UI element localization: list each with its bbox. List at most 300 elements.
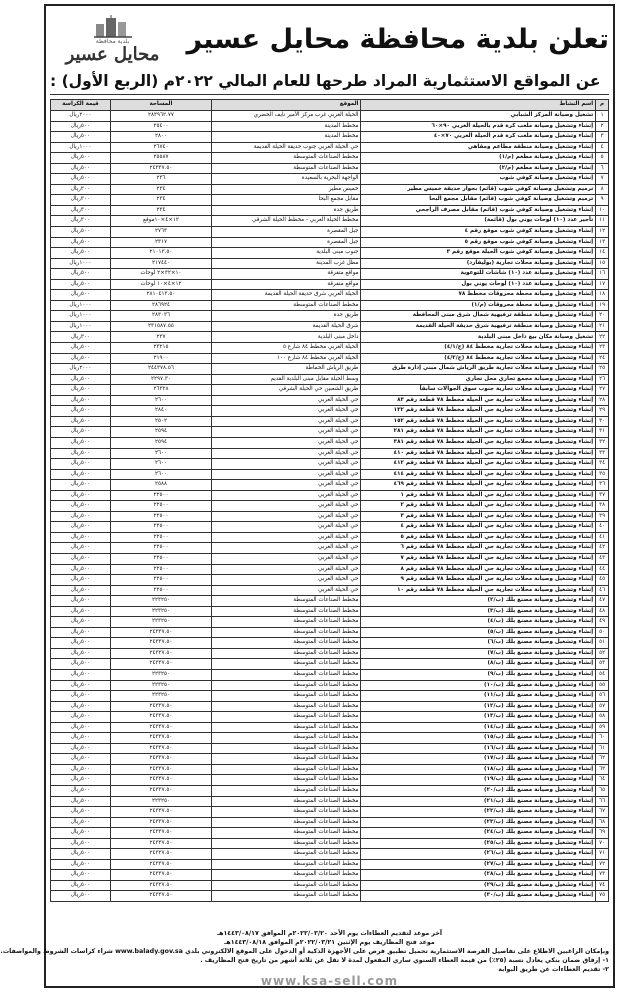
booklet-value: ٥٠٠ريال (51, 691, 111, 702)
row-number: ٣٥ (596, 469, 609, 480)
row-number: ٣٢ (596, 437, 609, 448)
table-row (51, 828, 609, 839)
booklet-value: ٥٠٠ريال (51, 859, 111, 870)
booklet-value: ٥٠٠ريال (51, 722, 111, 733)
location: الواجهة البحرية بالسعيدة (212, 174, 361, 185)
logo-text: محايل عسير (65, 43, 160, 65)
booklet-value: ٥٠٠ريال (51, 849, 111, 860)
booklet-value: ٥٠٠ريال (51, 880, 111, 891)
booklet-value: ٢٠٠٠ريال (51, 364, 111, 375)
activity-name: إنشاء وتشغيل وصيانة محلات تجارية مخطط ٨٤ (ج/٤/١) (361, 343, 596, 354)
booklet-value: ٥٠٠ريال (51, 532, 111, 543)
area: ٢٤٣٣٧.٥٠ (110, 638, 211, 649)
location: مخطط الصناعات المتوسطة (212, 680, 361, 691)
booklet-value: ١٠٠٠ريال (51, 300, 111, 311)
area: ٢٨٦٩٢٤ (110, 300, 211, 311)
activity-name: إنشاء وتشغيل وصيانة كوفي شوب موقع رقم ٥ (361, 237, 596, 248)
activity-name: إنشاء وتشغيل وصيانة منطقة ترفيهية شمال شرق مبنى المحافظة (361, 311, 596, 322)
location: مخطط الصناعات المتوسطة (212, 838, 361, 849)
row-number: ٦١ (596, 743, 609, 754)
row-number: ٣٨ (596, 501, 609, 512)
building-icon (92, 14, 134, 38)
activity-name: إنشاء وتشغيل وصيانة مصنع بلك (ب/٢٨) (361, 870, 596, 881)
row-number: ٥٨ (596, 712, 609, 723)
activity-name: إنشاء وتشغيل وصيانة محلات تجارية حي الحيلة مخطط ٧٨ قطعة رقم ٨ (361, 564, 596, 575)
table-row (51, 121, 609, 132)
investment-sites-table (50, 99, 609, 902)
area: ٢٢٥٠٠ (110, 522, 211, 533)
booklet-value: ٥٠٠ريال (51, 764, 111, 775)
location: مخطط الصناعات المتوسطة (212, 617, 361, 628)
location: مخطط الصناعات المتوسطة (212, 163, 361, 174)
booklet-value: ٥٠٠ريال (51, 290, 111, 301)
booklet-value: ٥٠٠ريال (51, 416, 111, 427)
booklet-value: ٥٠٠ريال (51, 891, 111, 902)
activity-name: إنشاء وتشغيل وصيانة محلات تجارية حي الحيلة مخطط ٧٨ قطعة رقم ١ (361, 490, 596, 501)
activity-name: إنشاء وتشغيل وصيانة مصنع بلك (ب/٢) (361, 596, 596, 607)
table-row (51, 437, 609, 448)
table-row (51, 543, 609, 554)
row-number: ٥٠ (596, 627, 609, 638)
booklet-value: ٥٠٠ريال (51, 807, 111, 818)
booklet-value: ٥٠٠ريال (51, 511, 111, 522)
table-row (51, 817, 609, 828)
note-main: وبإمكان الراغبين الاطلاع على تفاصيل الفرصة الاستثمارية تحميل تطبيق فرص على الأجهزة الذكية أو الدخول على الموقع الالكتروني بلدي www.balady.gov.sa شراء كراسات الشروط والمواصفات. (0, 948, 609, 955)
table-row (51, 269, 609, 280)
table-row (51, 680, 609, 691)
location: مخطط الصناعات المتوسطة (212, 606, 361, 617)
location: جبل المقصرة (212, 227, 361, 238)
location: مخطط الصناعات المتوسطة (212, 638, 361, 649)
row-number: ٧١ (596, 849, 609, 860)
location: مخطط الصناعات المتوسطة (212, 817, 361, 828)
table-row (51, 891, 609, 902)
row-number: ٦٣ (596, 764, 609, 775)
row-number: ٦ (596, 163, 609, 174)
booklet-value: ٣٠٠ريال (51, 195, 111, 206)
table-row (51, 849, 609, 860)
location: حي الحيلة الغربي (212, 459, 361, 470)
activity-name: إنشاء وتشغيل وصيانة منطقة ترفيهية شرق حديقة الحيلة القديمة (361, 321, 596, 332)
location: حي الحيلة الغربي (212, 553, 361, 564)
activity-name: إنشاء وتشغيل وصيانة محلات تجارية حي الحيلة مخطط ٧٨ قطعة رقم ١٠ (361, 585, 596, 596)
booklet-value: ٥٠٠ريال (51, 163, 111, 174)
area: ٢٤٣٣٧.٥٠ (110, 786, 211, 797)
table-row (51, 807, 609, 818)
booklet-value: ٥٠٠ريال (51, 648, 111, 659)
location: مقابل مجمع البحا (212, 195, 361, 206)
booklet-value: ٥٠٠ريال (51, 596, 111, 607)
row-number: ٤٩ (596, 617, 609, 628)
booklet-value: ٥٠٠ريال (51, 669, 111, 680)
location: مخطط الصناعات المتوسطة (212, 596, 361, 607)
area: ٢٣٢١٥ (110, 343, 211, 354)
area: ٢٣٦ (110, 174, 211, 185)
booklet-value: ٥٠٠ريال (51, 828, 111, 839)
header-number: م (596, 100, 609, 111)
table-body (51, 111, 609, 902)
location: الحيلة الغربي مخطط ٨٤ شارع ١٠٠ (212, 353, 361, 364)
table-row (51, 111, 609, 122)
row-number: ٦٥ (596, 786, 609, 797)
location: مخطط الصناعات المتوسطة (212, 859, 361, 870)
row-number: ١٩ (596, 300, 609, 311)
table-row (51, 638, 609, 649)
activity-name: تأجير عدد (١٠) لوحات يوني بول (قائمة) (361, 216, 596, 227)
location: حي الحيلة الغربي (212, 469, 361, 480)
area: ٢٤٣٣٧.٥٠ (110, 775, 211, 786)
activity-name: إنشاء وتشغيل وصيانة محلات تجارية جنوب سوق الجوالات سابقاً (361, 385, 596, 396)
area: ٢٥٩٤ (110, 437, 211, 448)
area: ٢٢٥٠٠ (110, 553, 211, 564)
area: ٢٢٥٠٠ (110, 501, 211, 512)
table-row (51, 522, 609, 533)
area: ٢٤٣٣٧.٥٠ (110, 712, 211, 723)
location: الحيلة الغربي شرق حديقة الحيلة القديمة (212, 290, 361, 301)
page-subtitle: عن المواقع الاستثمارية المراد طرحها للعام المالي ٢٠٢٢م (الربع الأول) : (50, 69, 609, 95)
area: ٢٤٣٣٧.٥٠ (110, 891, 211, 902)
area: ٢٤٣٣٧.٥٠ (110, 743, 211, 754)
area: ٢٢٣٢٥٠ (110, 617, 211, 628)
row-number: ٧٣ (596, 870, 609, 881)
booklet-value: ٥٠٠ريال (51, 659, 111, 670)
booklet-value: ١٠٠٠ريال (51, 311, 111, 322)
row-number: ١ (596, 111, 609, 122)
activity-name: إنشاء وتشغيل وصيانة مصنع بلك (ب/١٨) (361, 764, 596, 775)
booklet-value: ٣٠٠ريال (51, 184, 111, 195)
area: ٢٧٦٣ (110, 227, 211, 238)
location: مخطط المدينة (212, 132, 361, 143)
row-number: ١٠ (596, 205, 609, 216)
location: حي الحيلة الغربي (212, 522, 361, 533)
activity-name: إنشاء وتشغيل وصيانة محلات تجارية حي الحيلة مخطط ٧٨ قطعة رقم ٩ (361, 575, 596, 586)
activity-name: إنشاء وتشغيل وصيانة مصنع بلك (ب/١٢) (361, 701, 596, 712)
activity-name: إنشاء وتشغيل وصيانة محلات تجارية حي الحيلة مخطط ٧٨ قطعة رقم ١٣٢ (361, 406, 596, 417)
table-row (51, 321, 609, 332)
footer (0, 929, 609, 974)
booklet-value: ٥٠٠ريال (51, 343, 111, 354)
booklet-value: ٥٠٠ريال (51, 564, 111, 575)
activity-name: إنشاء وتشغيل وصيانة مصنع بلك (ب/٢٠) (361, 786, 596, 797)
table-row (51, 248, 609, 259)
deadline-text: آخر موعد لتقديم العطاءات يوم الأحد ٢٠٢٢/٠٣/٢٠م الموافق ١٤٤٣/٠٨/١٧هـ (216, 930, 443, 937)
table-row (51, 501, 609, 512)
booklet-value: ٣٠٠ريال (51, 332, 111, 343)
area: ٢٢٥٠٠ (110, 575, 211, 586)
location: حي الحيلة الغربي (212, 511, 361, 522)
location: مخطط الصناعات المتوسطة (212, 870, 361, 881)
activity-name: إنشاء وتشغيل وصيانة مصنع بلك (ب/١١) (361, 691, 596, 702)
booklet-value: ١٠٠٠ريال (51, 258, 111, 269)
row-number: ١٢ (596, 227, 609, 238)
location: مخطط الصناعات المتوسطة (212, 796, 361, 807)
table-row (51, 796, 609, 807)
table-row (51, 374, 609, 385)
area: ٢١٩٠٠ (110, 353, 211, 364)
table-row (51, 880, 609, 891)
area: ٢٤٣٣٧.٥٠ (110, 870, 211, 881)
activity-name: إنشاء وتشغيل وصيانة محلات تجارية حي الحيلة مخطط ٧٨ قطعة رقم ٨٣ (361, 395, 596, 406)
row-number: ٤٥ (596, 575, 609, 586)
area: ٢٤٣٣٧.٥٠ (110, 659, 211, 670)
table-row (51, 353, 609, 364)
area: ٢٨٣٩٦٢.٧٧ (110, 111, 211, 122)
table-row (51, 406, 609, 417)
row-number: ٥٥ (596, 680, 609, 691)
municipality-logo (50, 11, 175, 67)
area: ٢٤٣٣٧.٥٠ (110, 807, 211, 818)
booklet-value: ٥٠٠ريال (51, 701, 111, 712)
table-row (51, 701, 609, 712)
area: ٢٤٣٣٧.٥٠ (110, 764, 211, 775)
booklet-value: ٥٠٠ريال (51, 796, 111, 807)
header (50, 9, 609, 69)
booklet-value: ٥٠٠ريال (51, 712, 111, 723)
table-row (51, 227, 609, 238)
area: ٢٢٣٢٥٠ (110, 669, 211, 680)
table-row (51, 332, 609, 343)
location: مخطط الصناعات المتوسطة (212, 701, 361, 712)
area: ٢٣٤ (110, 195, 211, 206)
row-number: ٤١ (596, 532, 609, 543)
location: مخطط الصناعات المتوسطة (212, 849, 361, 860)
activity-name: ترميم وتشغيل وصيانة كوفي شوب (قائم) بجوار حديقة خميس مطير (361, 184, 596, 195)
booklet-value: ٥٠٠ريال (51, 374, 111, 385)
table-row (51, 712, 609, 723)
logo-small-text: بلدية محافظة (95, 37, 130, 45)
advertisement-page (0, 4, 615, 988)
area: ١٢×٤×١٠موقع (110, 216, 211, 227)
table-row (51, 669, 609, 680)
location: حي الحيلة الغربي (212, 543, 361, 554)
table-row (51, 722, 609, 733)
table-row (51, 469, 609, 480)
activity-name: إنشاء وتشغيل وصيانة كوفي شوب الحيلة موقع رقم ٣ (361, 248, 596, 259)
row-number: ٢٥ (596, 364, 609, 375)
area: ٢٣٧ (110, 332, 211, 343)
area: ٢٨٤٠ (110, 406, 211, 417)
area: ٢٢٥٠٠ (110, 585, 211, 596)
booklet-value: ٥٠٠ريال (51, 237, 111, 248)
row-number: ٣١ (596, 427, 609, 438)
activity-name: إنشاء وتشغيل وصيانة محلات تجارية طريق الرياش شمال مبنى إدارة طرق (361, 364, 596, 375)
booklet-value: ١٠٠٠ريال (51, 142, 111, 153)
location: وسط الحيلة مقابل مبنى البلدية القديم (212, 374, 361, 385)
area: ٢٥٨٨ (110, 480, 211, 491)
table-row (51, 870, 609, 881)
booklet-value: ١٠٠٠ريال (51, 321, 111, 332)
activity-name: إنشاء وتشغيل وصيانة مصنع بلك (ب/١٠) (361, 680, 596, 691)
location: حي الحيلة الغربي جنوب حديقة الحيلة القديمة (212, 142, 361, 153)
table-row (51, 617, 609, 628)
area: ٢٦٠٠ (110, 459, 211, 470)
booklet-value: ٥٠٠ريال (51, 279, 111, 290)
row-number: ٣٦ (596, 480, 609, 491)
table-row (51, 659, 609, 670)
location: حي الحيلة الغربي (212, 501, 361, 512)
area: ٢٤٣٣٧.٥٠ (110, 701, 211, 712)
location: خميس مطير (212, 184, 361, 195)
location: طريق جدة (212, 205, 361, 216)
row-number: ٤ (596, 142, 609, 153)
booklet-value: ٥٠٠ريال (51, 227, 111, 238)
table-row (51, 775, 609, 786)
booklet-value: ٥٠٠ريال (51, 522, 111, 533)
area: ٢٤٣٣٧.٥٠ (110, 880, 211, 891)
row-number: ٢٤ (596, 353, 609, 364)
table-row (51, 459, 609, 470)
table-row (51, 142, 609, 153)
row-number: ٦٨ (596, 817, 609, 828)
activity-name: إنشاء وتشغيل وصيانة مصنع بلك (ب/٣) (361, 606, 596, 617)
area: ٢٤٣٣٧.٥٠ (110, 817, 211, 828)
activity-name: إنشاء وتشغيل وصيانة محلات تجارية حي الحيلة مخطط ٧٨ قطعة رقم ٢ (361, 501, 596, 512)
activity-name: تشغيل وصيانة المركز الشبابي (361, 111, 596, 122)
location: مخطط الصناعات المتوسطة (212, 153, 361, 164)
booklet-value: ٢٠٠٠ريال (51, 111, 111, 122)
location: حي الحيلة الغربي (212, 406, 361, 417)
activity-name: تشغيل وصيانة مكان بيع داخل مبنى البلدية (361, 332, 596, 343)
area: ٢٢٩٧.٣٠ (110, 374, 211, 385)
table-row (51, 627, 609, 638)
table-row (51, 385, 609, 396)
booklet-value: ٥٠٠ريال (51, 817, 111, 828)
table-row (51, 743, 609, 754)
row-number: ٥ (596, 153, 609, 164)
location: مخطط الحيلة الغربي - مخطط الحيلة الشرقي (212, 216, 361, 227)
activity-name: إنشاء وتشغيل وصيانة ملعب كرة قدم الحيلة الغربي ٧٠×٤٠ (361, 132, 596, 143)
table-row (51, 511, 609, 522)
location: مخطط الصناعات المتوسطة (212, 648, 361, 659)
location: الحيلة الغربي مخطط ٨٤ شارع ٥ (212, 343, 361, 354)
location: شرق الحيلة القديمة (212, 321, 361, 332)
area: ٢٢٣٢٥٠ (110, 596, 211, 607)
booklet-value: ٥٠٠ريال (51, 775, 111, 786)
activity-name: إنشاء وتشغيل وصيانة مصنع بلك (ب/٢٤) (361, 828, 596, 839)
note-submission: ٢- تقديم العطاءات عن طريق البوابة (498, 966, 609, 973)
location: حي الحيلة الغربي (212, 480, 361, 491)
area: ٢٤٣٣٧.٥٠ (110, 627, 211, 638)
activity-name: إنشاء وتشغيل وصيانة عدد (١٠) لوحات يوني بول (361, 279, 596, 290)
table-row (51, 427, 609, 438)
table-row (51, 132, 609, 143)
location: حي الحيلة الغربي (212, 585, 361, 596)
location: طريق الشعبين حي الحيلة الشرقي (212, 385, 361, 396)
row-number: ٢٣ (596, 343, 609, 354)
table-row (51, 205, 609, 216)
row-number: ٧٢ (596, 859, 609, 870)
row-number: ٢٦ (596, 374, 609, 385)
activity-name: إنشاء وتشغيل وصيانة محلات تجارية حي الحيلة مخطط ٧٨ قطعة رقم ٤٦٩ (361, 480, 596, 491)
table-row (51, 786, 609, 797)
area: ٢٨٣٠٣٦ (110, 311, 211, 322)
row-number: ٣٩ (596, 511, 609, 522)
row-number: ٣٠ (596, 416, 609, 427)
location: حي الحيلة الغربي (212, 395, 361, 406)
location: مخطط الصناعات المتوسطة (212, 722, 361, 733)
area: ٢١٧٤٤٠ (110, 258, 211, 269)
row-number: ٢ (596, 121, 609, 132)
table-row (51, 311, 609, 322)
table-row (51, 153, 609, 164)
row-number: ٢٠ (596, 311, 609, 322)
opening-text: موعد فتح المظاريف يوم الإثنين ٢٠٢٢/٠٣/٢١م الموافق ١٤٤٣/٠٨/١٨هـ (224, 939, 435, 946)
header-booklet-value: قيمة الكراسة (51, 100, 111, 111)
row-number: ٨ (596, 184, 609, 195)
area: ٢٥٤٠٠ (110, 121, 211, 132)
booklet-value: ٥٠٠ريال (51, 459, 111, 470)
area: ٢٢٣٢٥٠ (110, 796, 211, 807)
table-row (51, 838, 609, 849)
location: حي الحيلة الغربي (212, 448, 361, 459)
activity-name: إنشاء وتشغيل وصيانة محلات تجارية حي الحيلة مخطط ٧٨ قطعة رقم ٢٨١ (361, 427, 596, 438)
activity-name: إنشاء وتشغيل وصيانة محلات تجارية (بوليفارد) (361, 258, 596, 269)
table-row (51, 691, 609, 702)
row-number: ٤٨ (596, 606, 609, 617)
area: ١٠×٣٢×٢ لوحات (110, 269, 211, 280)
area: ٢٥٥٨٧ (110, 153, 211, 164)
area: ٢٥٠٢ (110, 416, 211, 427)
row-number: ٢٧ (596, 385, 609, 396)
activity-name: إنشاء وتشغيل وصيانة مصنع بلك (ب/١٤) (361, 722, 596, 733)
location: مواقع متفرقة (212, 269, 361, 280)
row-number: ٤٢ (596, 543, 609, 554)
activity-name: إنشاء وتشغيل وصيانة مطعم (م/١) (361, 153, 596, 164)
booklet-value: ٥٠٠ريال (51, 427, 111, 438)
activity-name: إنشاء وتشغيل وصيانة كوفي شوب موقع رقم ٤ (361, 227, 596, 238)
table-row (51, 174, 609, 185)
area: ٢٤٣٣٧.٥٠ (110, 838, 211, 849)
activity-name: إنشاء وتشغيل وصيانة محلات تجارية حي الحيلة مخطط ٧٨ قطعة رقم ٤١٢ (361, 459, 596, 470)
booklet-value: ٥٠٠ريال (51, 469, 111, 480)
location: مخطط الصناعات المتوسطة (212, 880, 361, 891)
table-row (51, 754, 609, 765)
location: مخطط الصناعات المتوسطة (212, 891, 361, 902)
row-number: ٥٢ (596, 648, 609, 659)
area: ٢٨٠٠ (110, 132, 211, 143)
activity-name: إنشاء وتشغيل وصيانة مصنع بلك (ب/١٦) (361, 743, 596, 754)
area: ٢٢٣٢٥٠ (110, 606, 211, 617)
row-number: ٧ (596, 174, 609, 185)
activity-name: إنشاء وتشغيل وصيانة محلات تجارية حي الحيلة مخطط ٧٨ قطعة رقم ١٥٢ (361, 416, 596, 427)
area: ٢٦٠٠ (110, 395, 211, 406)
row-number: ٤٧ (596, 596, 609, 607)
booklet-value: ٥٠٠ريال (51, 501, 111, 512)
activity-name: إنشاء وتشغيل وصيانة مصنع بلك (ب/٢٧) (361, 859, 596, 870)
table-row (51, 364, 609, 375)
area: ٢٤٤٣٧٨.٥٦ (110, 364, 211, 375)
row-number: ٢٨ (596, 395, 609, 406)
table-row (51, 184, 609, 195)
row-number: ٣ (596, 132, 609, 143)
area: ٢٤٣٣٧.٥٠ (110, 859, 211, 870)
booklet-value: ٥٠٠ريال (51, 617, 111, 628)
table-row (51, 300, 609, 311)
booklet-value: ٥٠٠ريال (51, 395, 111, 406)
booklet-value: ٥٠٠ريال (51, 838, 111, 849)
booklet-value: ٥٠٠ريال (51, 121, 111, 132)
area: ٢٤٣٣٧.٥٠ (110, 828, 211, 839)
booklet-value: ٥٠٠ريال (51, 153, 111, 164)
row-number: ١٥ (596, 258, 609, 269)
booklet-value: ٥٠٠ريال (51, 575, 111, 586)
row-number: ١١ (596, 216, 609, 227)
booklet-value: ٥٠٠ريال (51, 553, 111, 564)
booklet-value: ٥٠٠ريال (51, 680, 111, 691)
booklet-value: ٥٠٠ريال (51, 627, 111, 638)
activity-name: إنشاء وتشغيل وصيانة محلات تجارية مخطط ٨٤ (ج/٤/٢) (361, 353, 596, 364)
activity-name: إنشاء وتشغيل وصيانة كوفي شوب (قائم) مقابل مصرف الراجحي (361, 205, 596, 216)
